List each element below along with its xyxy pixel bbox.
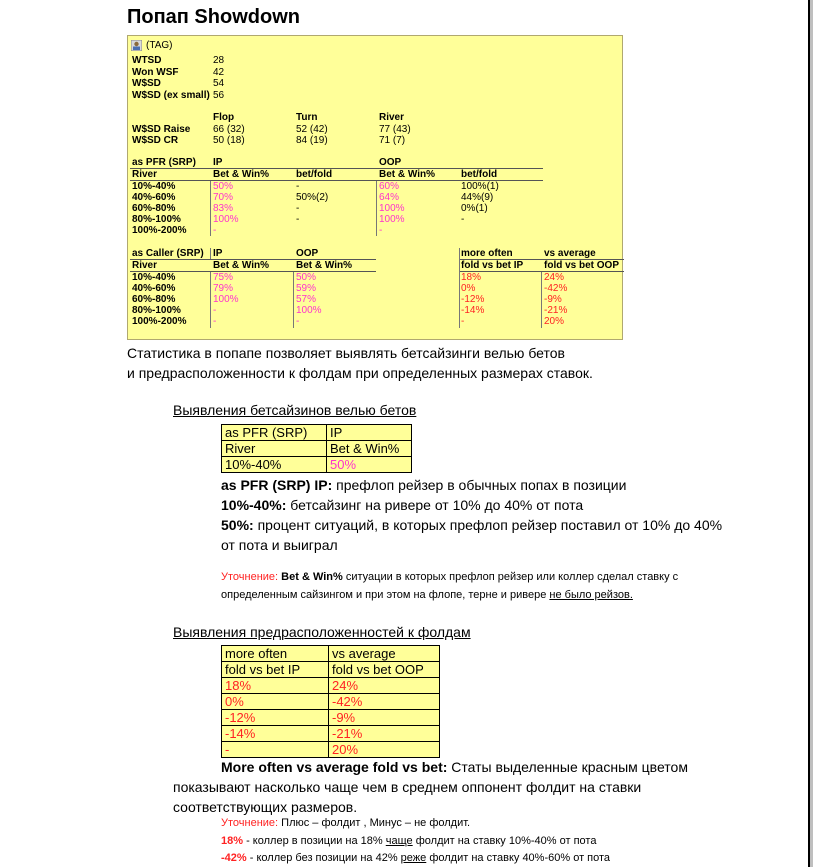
desc-line: от пота и выиграл [221,537,338,553]
stat-cell: 60% [379,181,400,192]
example-line: 18% - коллер в позиции на 18% чаще фолдит на ставку 10%-40% от пота [221,835,597,847]
intro-line: и предрасположенности к фолдам при определенных размерах ставок. [127,365,593,381]
range-label: 40%-60% [132,283,176,294]
raise-value: 66 (32) [213,124,245,135]
cell: more often [222,646,329,662]
stat-cell: 50% [296,272,317,283]
fold-subheader: fold vs bet IP [461,260,524,271]
caller-title: as Caller (SRP) [132,248,204,259]
section-title-value-bets: Выявления бетсайзинов велью бетов [173,402,417,418]
cell: -21% [329,726,440,742]
page-shadow [810,0,813,867]
cell: fold vs bet IP [222,662,329,678]
pfr-header: River [132,169,158,180]
stat-cell: 50% [213,181,234,192]
stat-value: 56 [213,90,225,101]
range-label: 80%-100% [132,214,181,225]
range-label: 10%-40% [132,272,176,283]
stat-cell: 100% [213,214,239,225]
stat-cell: 0%(1) [461,203,488,214]
cell: 18% [222,678,329,694]
raise-value: 52 (42) [296,124,328,135]
cell: IP [327,425,412,441]
raise-value: 84 (19) [296,135,328,146]
pfr-header: bet/fold [461,169,498,180]
example-line: -42% - коллер без позиции на 42% реже фолдит на ставку 40%-60% от пота [221,852,611,864]
col-divider [210,248,211,259]
cell: 50% [327,457,412,473]
stat-cell: - [296,316,300,327]
stat-cell: 44%(9) [461,192,494,203]
fold-cell: 24% [544,272,565,283]
range-label: 100%-200% [132,225,187,236]
col-divider [459,248,460,328]
cell: fold vs bet OOP [329,662,440,678]
desc-line: 50%: процент ситуаций, в которых префлоп рейзер поставил от 10% до 40% [221,517,723,533]
col-divider [541,272,542,328]
stat-value: 42 [213,67,225,78]
fold-cell: -9% [544,294,562,305]
stat-cell: - [213,225,217,236]
street-header: River [379,112,405,123]
col-divider [210,272,211,328]
stat-cell: - [296,203,300,214]
example-fold-table [221,645,440,758]
caller-oop: OOP [296,248,319,259]
cell: vs average [329,646,440,662]
stat-cell: 100%(1) [461,181,499,192]
raise-label: W$SD Raise [132,124,191,135]
cell: River [222,441,327,457]
stat-cell: 59% [296,283,317,294]
player-tag: (TAG) [146,40,173,51]
cell: Bet & Win% [327,441,412,457]
desc-line: More often vs average fold vs bet: Статы выделенные красным цветом [221,759,688,775]
stat-cell: 75% [213,272,234,283]
fold-cell: - [461,316,465,327]
desc-line: as PFR (SRP) IP: префлоп рейзер в обычных попах в позиции [221,477,627,493]
stat-cell: - [296,181,300,192]
cell: -12% [222,710,329,726]
stat-label: W$SD (ex small) [132,90,210,101]
pfr-header: Bet & Win% [213,169,270,180]
fold-cell: -42% [544,283,568,294]
col-divider [376,181,377,236]
desc-line: соответствующих размеров. [173,799,358,815]
stat-cell: - [461,214,465,225]
raise-label: W$SD CR [132,135,179,146]
fold-cell: 18% [461,272,482,283]
caller-header: Bet & Win% [213,260,270,271]
pfr-header: bet/fold [296,169,333,180]
clarification-note: определенным сайзингом и при этом на флопе, терне и ривере не было рейзов. [221,589,633,601]
range-label: 80%-100% [132,305,181,316]
street-header: Turn [296,112,318,123]
fold-subheader: fold vs bet OOP [544,260,620,271]
stat-label: WTSD [132,55,162,66]
fold-cell: 0% [461,283,476,294]
stat-cell: - [213,316,217,327]
cell: 10%-40% [222,457,327,473]
cell: -42% [329,694,440,710]
example-pfr-table [221,424,412,473]
stat-cell: 50%(2) [296,192,329,203]
section-title-fold-tendencies: Выявления предрасположенностей к фолдам [173,624,471,640]
raise-value: 77 (43) [379,124,411,135]
player-icon [131,40,142,51]
range-label: 60%-80% [132,203,176,214]
clarification-note: Уточнение: Bet & Win% ситуации в которых префлоп рейзер или коллер сделал ставку с [221,571,679,583]
fold-cell: -12% [461,294,485,305]
desc-line: 10%-40%: бетсайзинг на ривере от 10% до 40% от пота [221,497,584,513]
fold-header: vs average [544,248,596,259]
col-divider [293,272,294,328]
caller-ip: IP [213,248,223,259]
cell: 24% [329,678,440,694]
range-label: 100%-200% [132,316,187,327]
cell: as PFR (SRP) [222,425,327,441]
stat-cell: 64% [379,192,400,203]
fold-cell: -14% [461,305,485,316]
fold-cell: -21% [544,305,568,316]
caller-header: Bet & Win% [296,260,353,271]
caller-header: River [132,260,158,271]
stat-cell: - [379,225,383,236]
stat-cell: 100% [296,305,322,316]
pfr-header: Bet & Win% [379,169,436,180]
range-label: 60%-80% [132,294,176,305]
showdown-popup [127,35,623,340]
stat-cell: 100% [379,214,405,225]
stat-value: 54 [213,78,225,89]
intro-line: Статистика в попапе позволяет выявлять бетсайзинги велью бетов [127,345,565,361]
cell: 0% [222,694,329,710]
pfr-oop: OOP [379,157,402,168]
stat-cell: 100% [213,294,239,305]
stat-cell: 100% [379,203,405,214]
cell: 20% [329,742,440,758]
street-header: Flop [213,112,235,123]
raise-value: 50 (18) [213,135,245,146]
raise-value: 71 (7) [379,135,406,146]
stat-label: Won WSF [132,67,179,78]
fold-header: more often [461,248,513,259]
stat-cell: - [213,305,217,316]
range-label: 10%-40% [132,181,176,192]
stat-value: 28 [213,55,225,66]
range-label: 40%-60% [132,192,176,203]
stat-cell: 79% [213,283,234,294]
stat-cell: - [296,214,300,225]
col-divider [210,181,211,236]
cell: - [222,742,329,758]
pfr-ip: IP [213,157,223,168]
fold-cell: 20% [544,316,565,327]
cell: -14% [222,726,329,742]
stat-cell: 57% [296,294,317,305]
cell: -9% [329,710,440,726]
page-title: Попап Showdown [127,6,300,28]
stat-cell: 83% [213,203,234,214]
desc-line: показывают насколько чаще чем в среднем оппонент фолдит на ставки [173,779,642,795]
page-border [808,0,810,867]
stat-cell: 70% [213,192,234,203]
clarification-note: Уточнение: Плюс – фолдит , Минус – не фолдит. [221,817,471,829]
pfr-title: as PFR (SRP) [132,157,196,168]
stat-label: W$SD [132,78,161,89]
